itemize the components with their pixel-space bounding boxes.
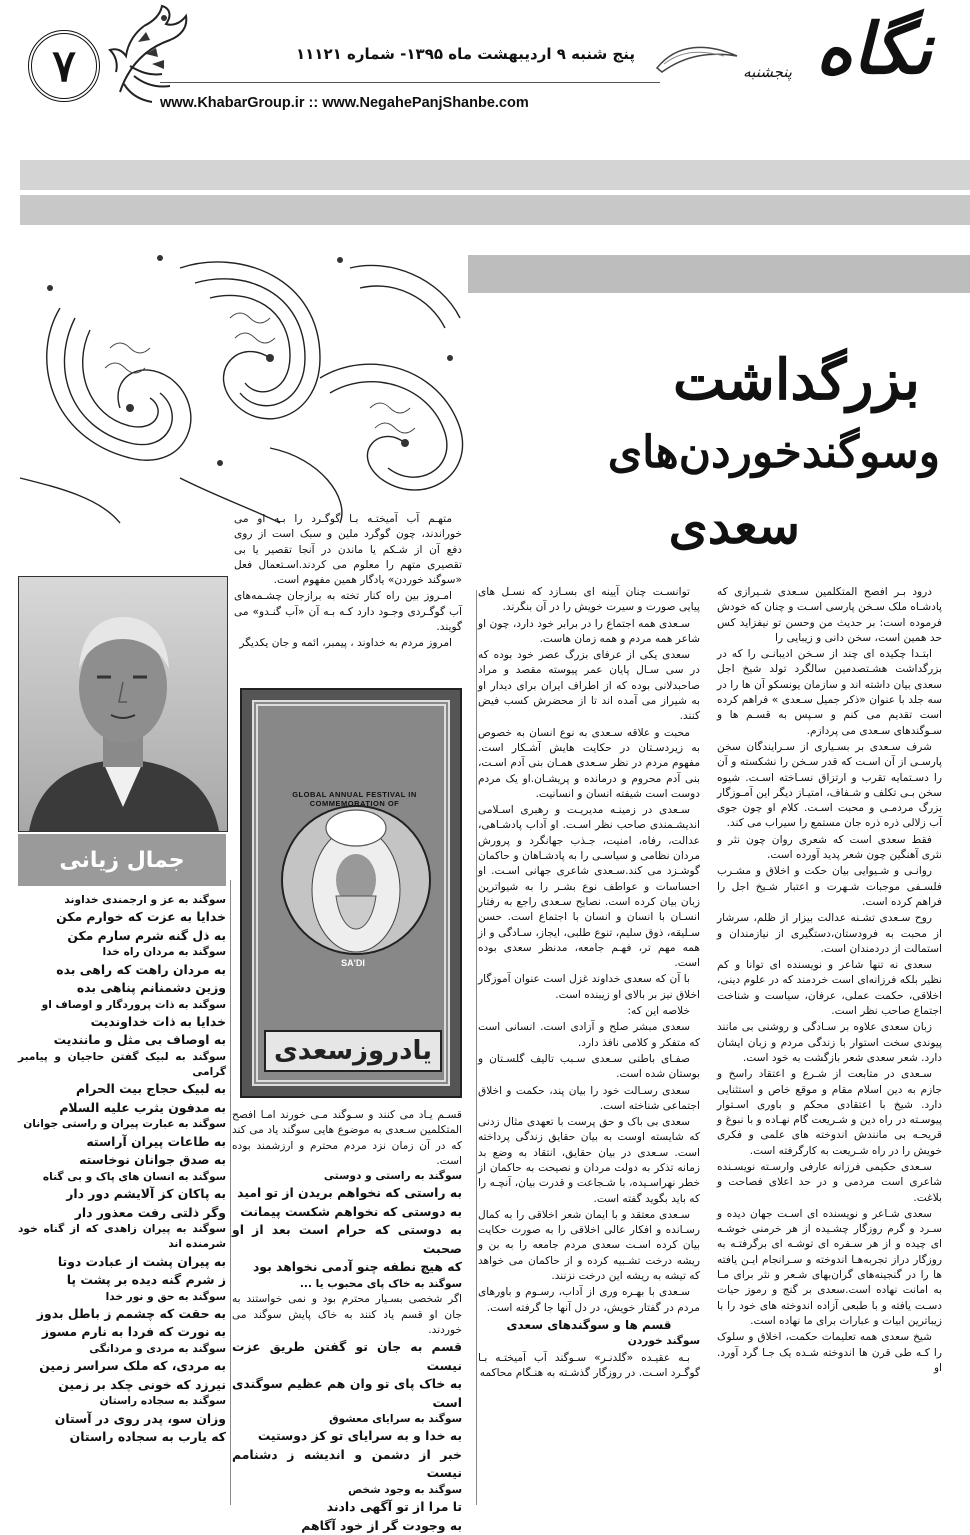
verse-line: به دوستی که حرام است بعد از او صحبت	[232, 1222, 462, 1256]
poster-title-fa: یادروزسعدی	[264, 1030, 442, 1072]
title-line-3: سعدی	[668, 496, 800, 555]
paragraph: با آن که سعدی خداوند غزل است عنوان آموزگار اخلاق نیز بر بالای او زیبنده است.	[478, 973, 700, 1001]
paragraph: سـعدی حکیمی فرزانه عارفی وارسـته نویسـنده شاعری است مردمی و در حد اعلای فصاحت و بلاغت.	[717, 1160, 942, 1204]
article-column-2	[478, 585, 700, 1510]
verse-line: نیرزد که خونی چکد بر زمین	[58, 1376, 226, 1392]
poster-ribbon-text: GLOBAL ANNUAL FESTIVAL IN COMMEMORATION OF	[292, 790, 417, 808]
verse-line: خدایا به ذات خداوندیت	[90, 1013, 226, 1029]
logo-text: نگاه	[815, 7, 932, 90]
verse-line: که هیچ نطفه چنو آدمی نخواهد بود	[252, 1259, 462, 1275]
verse-line: به مردان راهت که راهی بده	[56, 961, 226, 977]
verse-line: به نورت که فردا به نارم مسوز	[41, 1324, 226, 1340]
subheading: سوگند به وجود شخص	[348, 1483, 462, 1496]
subheading: سوگند به راستی و دوستی	[323, 1170, 462, 1183]
phoenix-emblem-icon	[100, 2, 195, 107]
subheading: سوگند به سجاده راستان	[99, 1395, 226, 1408]
column-rule	[476, 590, 477, 1505]
poster-name-en: SA'DI	[341, 958, 365, 968]
paragraph: شیخ سعدی همه تعلیمات حکمت، اخلاق و سلوک را کـه طی قرن ها اندوخته شـده یک جـا گرد آورد. او	[717, 1331, 942, 1374]
logo-subtitle: پنجشنبه	[743, 63, 792, 81]
verse-line: خدایا به عزت که خوارم مکن	[56, 909, 226, 925]
verse-line: به خاک پای تو وان هم عظیم سوگندی است	[232, 1376, 462, 1410]
grey-bar-2	[20, 195, 970, 225]
verse-line: به پاکان کز آلایشم دور دار	[66, 1186, 226, 1202]
paragraph: سـعدی در زمینـه مدیریـت و رهبری اسـلامی اندیشـمندی صاحب نظر اسـت. او آداب پادشـاهی، عدالت، رفاه، امنیت، جـذب جهانگرد و پرورش مردان نظامی و سیاسـی را به پادشـاهان و حاکمان گوشـزد می کند.سـعدی شاعری جهانی اسـت. او احساسات و عواطف نوع بشـر را به شیواترین زبان بیان کرده است. نصایح سـعدی راجع به رفتار انسـان با انسان و انسان با اجتماع است. حسن سـلیقه، ذوق سلیم، تنوع طلبی، ایجاز، سـادگی و از همه مهم تر، فهـم جامعه، مدنظر سعدی بوده است.	[478, 804, 700, 970]
paragraph: بـه عقیـده «گلدنـر» سـوگند آب آمیختـه بـا گوگـرد اسـت. در روزگار گذشـته به هنـگام محاکمه	[478, 1351, 700, 1379]
paragraph: اگر شخصی بسـیار محترم بود و نمی خواستند به جان او قسم یاد کنند به خاک پایش سوگند می خوردند.	[232, 1293, 462, 1336]
paragraph: محبت و علاقه سـعدی به نوع انسان به خصوص به زیردسـتان در حکایت هایش آشـکار است. مفهوم مردم در نظر سـعدی همـان بنی آدم اسـت، بنی آدم محروم و درمانده و پریشـان.او یک مردم دوست است شیفته انسان و انسانیت.	[478, 726, 700, 800]
verse-line: به خدا و به سرایای تو کز دوستیت	[257, 1428, 462, 1444]
paragraph: صفـای باطنی سـعدی سـبب تالیف گلسـتان و بوستان شده است.	[478, 1052, 700, 1081]
verse-line: به طاعات پیران آراسته	[86, 1133, 226, 1149]
verse-line: به پیران پشت از عبادت دوتا	[57, 1253, 226, 1269]
paragraph: روح سـعدی تشـنه عدالت بیزار از ظلم، سرشار از محبت به فرودستان،دستگیری از نیازمندان و استمالت از دردمندان است.	[717, 912, 942, 955]
verse-line: خبر از دشمن و اندیشه ز دشنامم نیست	[232, 1446, 462, 1481]
verse-line: تا مرا از تو آگهی دادند	[326, 1499, 462, 1515]
article-title	[500, 345, 940, 561]
verse-line: به راستی که نخواهم بریدن از تو امید	[237, 1185, 462, 1201]
verse-line: به ذل گنه شرم سارم مکن	[67, 927, 226, 943]
paragraph: فقط سعدی است که شعری روان چون نثر و نثری آهنگین چون شعر پدید آورده است.	[717, 833, 942, 862]
author-photo	[18, 576, 228, 832]
header-rule	[160, 82, 660, 83]
verse-line: به وجودت گر از خود آگاهم	[301, 1517, 462, 1533]
paragraph: سعدی شـاعر و نویسنده ای اسـت جهان دیده و سـرد و گرم روزگار چشـیده از هر خرمنی خوشـه ای چیده و از هر سـفره ای توشـه ای برگرفتـه به روزگار دراز تجربه‌هـا اندوخته و سـرانجام ایـن یافته ها را در گنجینه‌های گران‌بهای شـعر و نثر برای مـا به امانت نهاده است.سعدی بر گنج و رموز حیات دسـت یافته و با طبعی آزاده اندوخته های خود را با زیباترین ابیات و عبارات برای ما نهاده است.	[717, 1207, 942, 1327]
paragraph: امـروز بین راه کنار تخته به برازجان چشـمه‌های آب گوگـردی وجـود دارد کـه بـه آن «آب گنـدو» می گویند.	[234, 590, 462, 634]
paragraph: خلاصه این که:	[627, 1005, 690, 1018]
paragraph: سعدی مبشر صلح و آزادی است. انسانی است که متفکر و کلامی نافذ دارد.	[478, 1021, 700, 1049]
verse-line: به اوصاف بی مثل و مانندیت	[53, 1032, 226, 1048]
article-column-1	[717, 585, 942, 1510]
paragraph: درود بـر افصح المتکلمین سـعدی شـیرازی که پادشـاه ملک سـخن پارسی اسـت و چنان که خودش فرموده است: بر حدیث من وحسن تو نیفزاید کس حد همین است، سخن دانی و زیبایی را	[717, 586, 942, 644]
verse-line: که یارب به سجاده راستان	[69, 1429, 226, 1445]
subheading: قسم ها و سوگندهای سعدی	[506, 1317, 672, 1332]
subheading: سوگند به عز و ارجمندی خداوند	[64, 894, 226, 906]
paragraph: زبان سعدی علاوه بر سـادگی و روشنی بی مانند پیوندی سخت استوار با زندگی مردم و زبان ایشان دارد. شعر سعدی شعر بازگشت به خود است.	[717, 1021, 942, 1064]
verse-line: وزین دشمنانم پناهی بده	[76, 980, 226, 996]
websites: www.KhabarGroup.ir :: www.NegahePanjShanbe.com	[160, 95, 529, 111]
paisley-ornament	[20, 248, 470, 523]
column-rule	[230, 880, 231, 1505]
verse-line: به لبیک حجاج بیت الحرام	[75, 1081, 226, 1097]
grey-bar-3	[468, 255, 970, 293]
verse-line: به دوستی که نخواهم شکست پیمانت	[240, 1203, 462, 1219]
author-name-bar	[18, 834, 226, 886]
paragraph: سعدی بی باک و حق پرست با تعهدی مثال زدنی که شایسته اوست به بیان حقایق زندگی پرداخته است. سـعدی در بیان حقایق، انتقاد به وضع بد زمانه تذکر به دولت مردان و نصیحت به حاکمان از خطر نهراسـیده، با شـجاعت و قدرت بیان، آنچـه را که باید بگوید گفته است.	[478, 1116, 700, 1205]
verse-line: به مدفون یثرب علیه السلام	[59, 1099, 226, 1115]
page-number-box	[28, 30, 100, 102]
verse-line: ز شرم گنه دیده بر پشت پا	[66, 1272, 226, 1288]
paragraph: توانسـت چنان آیینه ای بسـازد که نسـل های پیایی صورت و سیرت خویش را در آن بنگرند.	[478, 586, 700, 614]
verse-line: به حقت که چشمم ز باطل بدوز	[36, 1305, 226, 1321]
verse-line: وگر ذلتی رفت معذور دار	[74, 1204, 226, 1220]
subheading: سوگند به انسان های پاک و بی گناه	[42, 1170, 226, 1183]
subheading: سوگند به ذات پروردگار و اوصاف او	[41, 998, 226, 1011]
paragraph: شرف سـعدی بر بسـیاری از سـرایندگان سخن پارسـی از آن اسـت که قدر سـخن را نشکسته و آن را دسـتمایه تقرب و ارتزاق نسـاخته اسـت. شیوه سخن بـی تکلف و شـفاف، امتیـاز دیگر این آمـوزگار بزرگ مردمـی و محبت اسـت. کلام او چون جوی آب زلالی ذره ذره جان مستمع را سیراب می کند.	[717, 740, 942, 830]
header	[0, 0, 970, 125]
title-line-1: بزرگداشت	[672, 347, 920, 413]
subheading: سوگند به پیران زاهدی که از گناه خود شرمنده اند	[18, 1223, 226, 1251]
subheading: سوگند به حق و نور خدا	[105, 1290, 226, 1303]
paragraph: سعدی یکی از عرفای بزرگ عصر خود بوده که در سی سـال پایان عمر پیوسته مقصد و مراد صاحبدلانی بوده که از اطراف ایران برای دیدار او به شیراز می آمده اند تا از محضرش کسب فیض کنند.	[478, 649, 700, 723]
subheading: سوگند خوردن	[627, 1335, 700, 1348]
article-column-3-bottom	[232, 1108, 462, 1533]
subheading: سوگند به مردان راه خدا	[102, 946, 226, 959]
issue-line: پنج شنبه ۹ اردیبهشت ماه ۱۳۹۵- شماره ۱۱۱۲۱	[296, 45, 635, 63]
article-column-4	[18, 893, 226, 1513]
paragraph: ابتـدا چکیده ای چند از سـخن ادیبانـی را که در بزرگداشت هشـتصدمین سالگرد تولد شیخ اجل سعدی بیان داشته اند و سازمان یونسکو آن ها را در سه جلد با عنوان «ذکر جمیل سـعدی » فراهم کرده است تقدیم می کنم و سـپس به قسـم ها و سـوگندهای سـعدی می پردازم.	[717, 648, 942, 737]
paragraph: سعدی رسـالت خود را بیان پند، حکمت و اخلاق اجتماعی شناخته است.	[478, 1084, 700, 1112]
subheading: سوگند به لبیک گفتن حاجیان و پیامبر گرامی	[18, 1050, 226, 1079]
grey-bar-1	[20, 160, 970, 190]
paragraph: سـعدی در متابعت از شـرع و اعتقاد راسخ و جازم به دین اسلام مقام و موقع خاص و استثنایی دارد. شیخ با اعتقادی محکم و باوری اسـتوار پیوسـته در راه دین و شـریعت گام نهـاده و با نبوغ و قریحـه بی مانندش اندوخته های علمی و فکری خویش را در راه شـریعت به کارگرفته است.	[717, 1068, 942, 1157]
paragraph: قسـم یـاد می کنند و سـوگند مـی خورند امـا افصح المتکلمین سـعدی به موضوع هایی سوگند یاد می کند که در آن زمان نزد مردم محترم و ارزشمند بوده است.	[232, 1109, 462, 1167]
paragraph: سعدی نه تنها شاعر و نویسنده ای توانا و کم نظیر بلکه فرزانه‌ای است خردمند که در علوم دینی، اخلاقی، حکمت عملی، عرفان، سیاست و شناخت اجتماع صاحب نظر است.	[717, 959, 942, 1018]
title-line-2: وسوگندخوردن‌های	[607, 427, 940, 478]
verse-line: وزان سو، پدر روی در آستان	[54, 1410, 226, 1426]
verse-line: به صدق جوانان نوخاسته	[79, 1152, 226, 1168]
paragraph: سـعدی معتقد و با ایمان شعر اخلاقی را به کمال رسـانده و افکار عالی اخلاقی را به صورت حکایت بیان کرده اسـت سعدی مردم جامعه را به بن و ریشه درخت تشـبیه کرده و از حاکمان می خواهد که تیشه به ریشه این درخت نزنند.	[478, 1208, 700, 1283]
subheading: سوگند به خاک پای محبوب یا ...	[299, 1277, 462, 1290]
article-column-3-top	[234, 512, 462, 682]
page-number: ۷	[52, 40, 76, 92]
subheading: سوگند به سرایای معشوق	[329, 1413, 462, 1426]
subheading: سوگند به مردی و مردانگی	[89, 1342, 226, 1355]
paragraph: متهـم آب آمیختـه بـا گوگـرد را بـه او می خوراندند، چون گوگرد ملین و سبک است از روی دفع آن از شـکم یا ماندن در آنجا تقصیر یا بی تقصیری متهم را معلوم می کردند.اسـتعمال فعل «سوگند خوردن» یادگار همین مفهوم است.	[234, 513, 462, 587]
verse-line: قسم به جان تو گفتن طریق عزت نیست	[232, 1339, 462, 1373]
author-name: جمال زیانی	[59, 847, 185, 873]
paragraph: روانـی و شـیوایی بیان حکت و اخلاق و مشـرب فلسـفی موجبات شـهرت و اعتبار شـیخ اجل را فراهم کرده است.	[717, 865, 942, 908]
paragraph: سـعدی همه اجتماع را در برابر خود دارد، چون او شاعر همه مردم و همه زمان هاست.	[478, 617, 700, 645]
logo	[652, 8, 952, 108]
paragraph: امروز مردم به خداوند ، پیمبر، ائمه و جان یکدیگر	[239, 637, 452, 650]
festival-poster	[240, 688, 462, 1098]
paragraph: سـعدی با بهـره وری از آداب، رسـوم و باورهای مردم در گفتار خویش، در دل آنها جا گرفته است.	[478, 1286, 700, 1314]
verse-line: به مردی، که ملک سراسر زمین	[39, 1358, 226, 1374]
subheading: سوگند به عبارت پیران و راستی جوانان	[23, 1118, 226, 1131]
